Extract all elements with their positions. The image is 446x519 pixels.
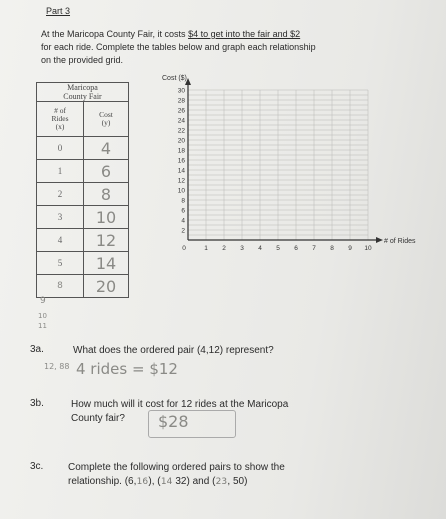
handwritten-11: 11 [38, 322, 47, 330]
x-axis-label: # of Rides [384, 238, 416, 245]
question-3c-line1: Complete the following ordered pairs to show the [68, 462, 285, 473]
q3c-part-d: , 50) [227, 476, 248, 487]
table-row [37, 252, 129, 275]
question-3a-number: 3a. [30, 344, 44, 355]
col-y-line2: (y) [101, 118, 111, 127]
x-tick-label: 9 [348, 245, 352, 252]
y-tick-label: 14 [177, 167, 185, 175]
y-tick-label: 10 [177, 187, 185, 195]
col-y-line1: Cost [99, 110, 113, 119]
x-tick-label: 0 [182, 245, 186, 252]
handwritten-9: 9 [40, 296, 46, 306]
col-x-line2: Rides [51, 114, 69, 123]
col-header-y [84, 102, 129, 137]
rides-cost-table [36, 82, 129, 298]
cell-x: 3 [37, 206, 84, 229]
col-x-line1: # of [54, 106, 66, 115]
q3c-blank-1[interactable]: 16 [136, 477, 149, 487]
x-axis-arrow-icon [376, 237, 383, 243]
question-3c-text [68, 461, 388, 489]
table-row [37, 160, 129, 183]
y-tick-label: 30 [177, 87, 185, 95]
intro-line3: on the provided grid. [41, 55, 124, 65]
x-tick-label: 10 [364, 245, 372, 252]
part-heading: Part 3 [46, 6, 71, 16]
y-tick-label: 24 [177, 117, 185, 125]
grid-lines [188, 90, 368, 240]
intro-text-start: At the Maricopa County Fair, it costs [41, 29, 189, 39]
x-tick-labels [182, 245, 372, 252]
question-3b-line2: County fair? [71, 413, 125, 424]
intro-paragraph [41, 28, 401, 67]
table-row [37, 229, 129, 252]
table-row [37, 206, 129, 229]
cell-x: 1 [37, 160, 84, 183]
table-title-line1: Maricopa [67, 83, 98, 92]
y-tick-label: 26 [177, 107, 185, 115]
question-3a-text: What does the ordered pair (4,12) represent? [73, 345, 274, 356]
intro-line2: for each ride. Complete the tables below and graph each relationship [41, 42, 316, 52]
cell-y: 4 [84, 137, 129, 160]
table-row [37, 183, 129, 206]
table-row [37, 137, 129, 160]
x-tick-label: 6 [294, 245, 298, 252]
y-axis-label: Cost ($) [162, 75, 187, 82]
x-tick-label: 8 [330, 245, 334, 252]
cell-y: 12 [84, 229, 129, 252]
y-tick-label: 18 [177, 147, 185, 155]
cell-y: 14 [84, 252, 129, 275]
cell-x: 8 [37, 275, 84, 298]
answer-3a-scribble: 12, 88 [44, 362, 70, 371]
x-tick-label: 1 [204, 245, 208, 252]
x-tick-label: 7 [312, 245, 316, 252]
y-tick-label: 4 [181, 217, 185, 225]
x-tick-label: 5 [276, 245, 280, 252]
col-x-line3: (x) [55, 122, 65, 131]
question-3b-number: 3b. [30, 398, 44, 409]
y-tick-labels [178, 88, 186, 235]
col-header-x [37, 102, 84, 137]
y-tick-label: 22 [177, 127, 185, 135]
q3c-blank-3[interactable]: 23 [215, 477, 228, 487]
y-tick-label: 6 [181, 207, 185, 215]
answer-3a: 4 rides = $12 [76, 360, 178, 378]
question-3c-number: 3c. [30, 461, 44, 472]
table-title-line2: County Fair [63, 92, 102, 101]
cell-x: 2 [37, 183, 84, 206]
y-tick-label: 8 [181, 197, 185, 205]
cell-y: 20 [84, 275, 129, 298]
cell-y: 8 [84, 183, 129, 206]
cell-y: 10 [84, 206, 129, 229]
q3c-part-a: relationship. (6, [68, 476, 137, 487]
y-tick-label: 20 [177, 137, 185, 145]
y-tick-label: 12 [177, 177, 185, 185]
q3c-part-b: ), ( [148, 476, 161, 487]
q3c-blank-2[interactable]: 14 [160, 477, 173, 487]
cell-y: 6 [84, 160, 129, 183]
q3c-part-c: 32) and ( [172, 476, 216, 487]
cell-x: 5 [37, 252, 84, 275]
cell-x: 0 [37, 137, 84, 160]
x-tick-label: 2 [222, 245, 226, 252]
y-tick-label: 28 [177, 97, 185, 105]
x-tick-label: 3 [240, 245, 244, 252]
question-3c-line2 [68, 475, 388, 489]
question-3b-line1: How much will it cost for 12 rides at the Maricopa [71, 399, 289, 410]
coordinate-grid [160, 74, 436, 284]
table-title [37, 83, 129, 102]
y-tick-label: 16 [177, 157, 185, 165]
y-tick-label: 2 [181, 227, 185, 235]
table-row [37, 275, 129, 298]
handwritten-10: 10 [38, 312, 47, 320]
intro-underlined: $4 to get into the fair and $2 [188, 29, 301, 39]
x-tick-label: 4 [258, 245, 262, 252]
axes [185, 78, 383, 243]
answer-3b: $28 [158, 412, 189, 431]
cell-x: 4 [37, 229, 84, 252]
